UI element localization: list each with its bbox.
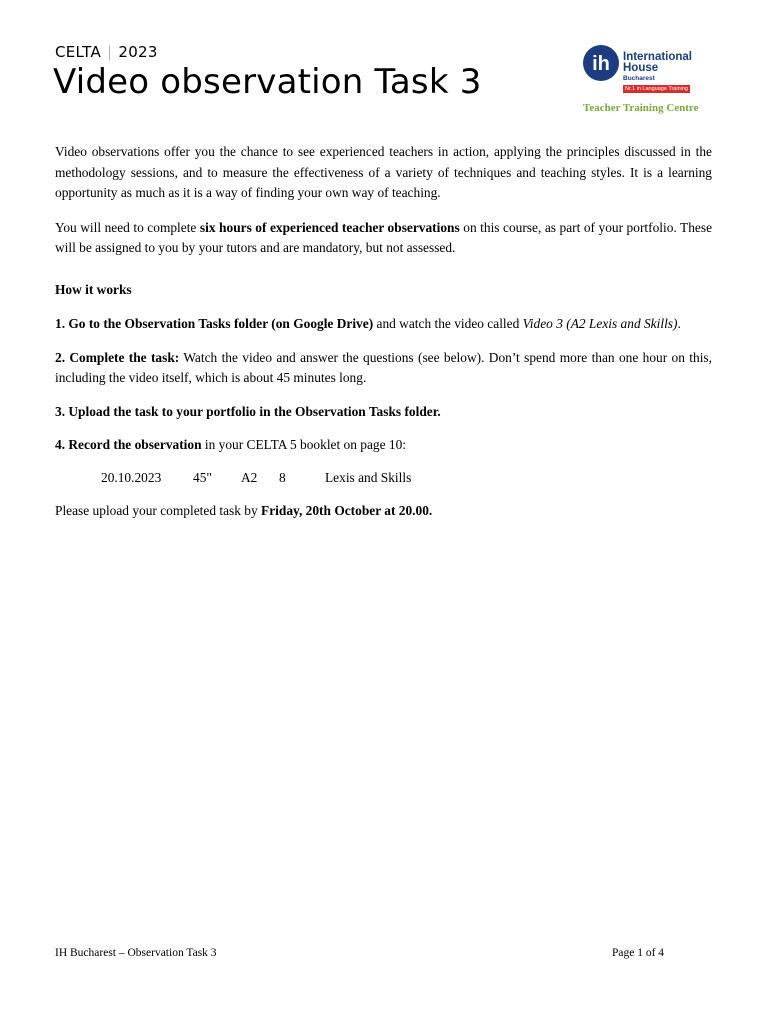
course-label: CELTA xyxy=(55,43,102,61)
year-label: 2023 xyxy=(118,43,158,61)
page-title: Video observation Task 3 xyxy=(53,62,482,102)
record-students: 8 xyxy=(279,469,286,485)
step-2 xyxy=(55,348,712,389)
logo-teacher-training-centre: Teacher Training Centre xyxy=(583,102,699,114)
logo-line-bucharest: Bucharest xyxy=(623,75,655,82)
intro-paragraph-2 xyxy=(55,218,712,259)
deadline-bold: Friday, 20th October at 20.00. xyxy=(261,503,433,518)
deadline-line xyxy=(55,501,712,522)
intro-p2-text: You will need to complete xyxy=(55,219,200,235)
logo-badge: Nr.1 in Language Training xyxy=(625,86,688,92)
step-4-text: in your CELTA 5 booklet on page 10: xyxy=(201,437,407,452)
step-1-text: and watch the video called xyxy=(373,316,523,331)
course-year-line xyxy=(55,43,158,61)
step-1-bold: 1. Go to the Observation Tasks folder (on Google Drive) xyxy=(55,316,374,331)
intro-paragraph-1: Video observations offer you the chance to see experienced teachers in action, applying the principles discussed in the methodology sessions, and to measure the effectiveness of a variety of techniques and teaching styles. It is a learning opportunity as much as it is a way of finding your own way of teaching. xyxy=(55,144,712,200)
footer-page-number: Page 1 of 4 xyxy=(612,947,665,959)
step-3 xyxy=(55,402,712,423)
logo-line-international: International xyxy=(623,51,693,63)
separator: | xyxy=(107,43,113,61)
step-2-text: Watch the video and answer the questions (see below). Don’t spend more than one hour on this, including the video itself, which is about 45 minutes long. xyxy=(55,349,712,385)
record-row xyxy=(55,468,712,489)
deadline-text: Please upload your completed task by xyxy=(55,503,262,518)
logo-mark: ih xyxy=(592,53,610,75)
record-focus: Lexis and Skills xyxy=(325,469,412,485)
step-2-bold: 2. Complete the task: xyxy=(55,349,180,365)
ih-bucharest-logo xyxy=(582,44,712,116)
record-level: A2 xyxy=(241,469,258,485)
step-1-video-name: Video 3 (A2 Lexis and Skills) xyxy=(522,316,678,331)
how-it-works-heading: How it works xyxy=(55,281,132,297)
logo-line-house: House xyxy=(623,62,659,74)
footer-title: IH Bucharest – Observation Task 3 xyxy=(55,947,217,959)
step-3-bold: 3. Upload the task to your portfolio in the Observation Tasks folder. xyxy=(55,403,441,419)
step-1 xyxy=(55,314,712,335)
intro-p2-bold: six hours of experienced teacher observations xyxy=(199,219,460,235)
record-date: 20.10.2023 xyxy=(101,469,162,485)
intro-p2-tail: on this course, as part of your portfolio. These will be assigned to you by your tutors and are mandatory, but not assessed. xyxy=(55,219,713,255)
document-body xyxy=(55,142,712,522)
step-4-bold: 4. Record the observation xyxy=(55,437,202,452)
step-1-end: . xyxy=(677,316,681,331)
step-4 xyxy=(55,435,712,456)
ih-logo-icon xyxy=(582,44,620,82)
record-duration: 45" xyxy=(193,469,212,485)
